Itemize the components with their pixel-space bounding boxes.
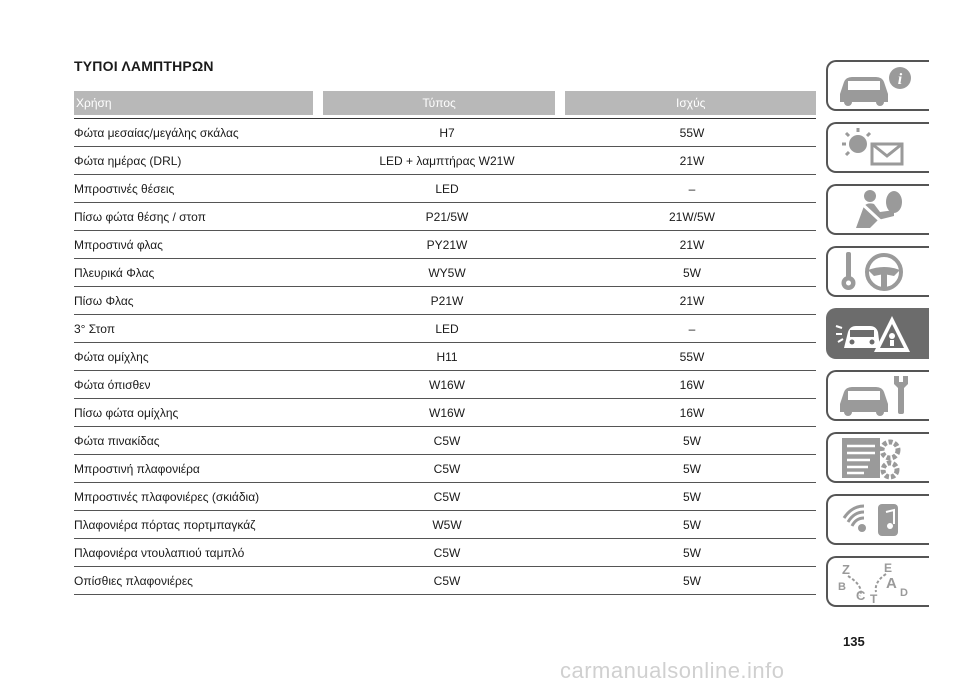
chapter-tabs	[826, 60, 929, 618]
header-usage: Χρήση	[74, 91, 313, 115]
warning-lights-icon	[834, 126, 914, 170]
cell-power: 55W	[679, 125, 705, 140]
cell-type: C5W	[433, 433, 461, 448]
cell-type: LED + λαμπτήρας W21W	[379, 153, 515, 168]
cell-usage: Πλευρικά Φλας	[74, 265, 155, 280]
cell-type: W16W	[429, 405, 465, 420]
cell-usage: 3° Στοπ	[74, 321, 116, 336]
tab-starting-driving[interactable]	[826, 246, 929, 297]
table-row	[74, 539, 816, 567]
cell-usage: Πλαφονιέρα πόρτας πορτμπαγκάζ	[74, 517, 256, 532]
table-row	[74, 175, 816, 203]
cell-power: 5W	[683, 461, 701, 476]
cell-type: C5W	[433, 461, 461, 476]
cell-type: P21/5W	[425, 209, 469, 224]
svg-text:i: i	[897, 71, 903, 88]
svg-text:E: E	[884, 561, 893, 575]
cell-power: 21W/5W	[668, 209, 715, 224]
table-row	[74, 147, 816, 175]
cell-usage: Πίσω φώτα ομίχλης	[74, 405, 179, 420]
tab-maintenance[interactable]	[826, 370, 929, 421]
cell-usage: Πίσω φώτα θέσης / στοπ	[74, 209, 206, 224]
cell-type: H11	[436, 349, 458, 364]
cell-usage: Φώτα πινακίδας	[74, 433, 160, 448]
cell-type: C5W	[433, 573, 461, 588]
cell-type: PY21W	[426, 237, 468, 252]
tab-warning-lights[interactable]	[826, 122, 929, 173]
cell-type: P21W	[430, 293, 464, 308]
header-power: Ισχύς	[565, 91, 816, 115]
cell-usage: Μπροστινή πλαφονιέρα	[74, 461, 200, 476]
cell-type: C5W	[433, 489, 461, 504]
svg-text:A: A	[886, 575, 897, 592]
cell-usage: Φώτα όπισθεν	[74, 377, 151, 392]
cell-power: 5W	[683, 265, 701, 280]
cell-type: C5W	[433, 545, 461, 560]
tab-safety[interactable]	[826, 184, 929, 235]
cell-type: W16W	[429, 377, 465, 392]
table-header	[74, 91, 816, 115]
steering-wheel-key-icon	[834, 250, 914, 294]
page-title: ΤΥΠΟΙ ΛΑΜΠΤΗΡΩΝ	[74, 58, 214, 74]
cell-type: LED	[435, 181, 459, 196]
cell-power: 16W	[679, 377, 705, 392]
svg-text:D: D	[900, 587, 908, 599]
cell-type: H7	[439, 125, 455, 140]
table-row	[74, 287, 816, 315]
svg-text:Z: Z	[842, 562, 850, 577]
cell-type: WY5W	[428, 265, 466, 280]
cell-power: 5W	[683, 573, 701, 588]
tab-technical-data[interactable]	[826, 432, 929, 483]
table-row	[74, 203, 816, 231]
multimedia-icon	[834, 498, 914, 542]
cell-usage: Μπροστινές θέσεις	[74, 181, 175, 196]
table-row	[74, 259, 816, 287]
cell-type: W5W	[432, 517, 462, 532]
cell-power: 21W	[679, 293, 705, 308]
svg-text:T: T	[870, 592, 878, 604]
technical-data-icon	[834, 436, 914, 480]
svg-text:C: C	[856, 588, 866, 603]
watermark: carmanualsonline.info	[560, 658, 785, 683]
cell-power: 55W	[679, 349, 705, 364]
cell-usage: Πλαφονιέρα ντουλαπιού ταμπλό	[74, 545, 245, 560]
table-row	[74, 231, 816, 259]
table-row	[74, 343, 816, 371]
cell-power: –	[688, 321, 696, 336]
cell-power: 5W	[683, 545, 701, 560]
bulb-types-table	[74, 91, 816, 595]
tab-multimedia[interactable]	[826, 494, 929, 545]
cell-power: 5W	[683, 433, 701, 448]
car-maintenance-icon	[834, 374, 914, 418]
header-type: Τύπος	[323, 91, 556, 115]
page-number: 135	[843, 634, 865, 649]
alphabetical-index-icon	[834, 560, 914, 604]
svg-text:B: B	[838, 581, 846, 593]
tab-index[interactable]	[826, 556, 929, 607]
cell-power: 21W	[679, 153, 705, 168]
cell-type: LED	[435, 321, 459, 336]
table-row	[74, 315, 816, 343]
cell-usage: Φώτα ημέρας (DRL)	[74, 153, 182, 168]
table-row	[74, 511, 816, 539]
cell-power: 16W	[679, 405, 705, 420]
cell-usage: Φώτα ομίχλης	[74, 349, 149, 364]
cell-usage: Μπροστινές πλαφονιέρες (σκιάδια)	[74, 489, 260, 504]
table-row	[74, 567, 816, 595]
cell-usage: Οπίσθιες πλαφονιέρες	[74, 573, 193, 588]
table-row	[74, 455, 816, 483]
safety-airbag-icon	[834, 188, 914, 232]
cell-usage: Φώτα μεσαίας/μεγάλης σκάλας	[74, 125, 239, 140]
table-row	[74, 119, 816, 147]
car-info-icon	[834, 64, 914, 108]
table-row	[74, 399, 816, 427]
tab-in-an-emergency[interactable]	[826, 308, 929, 359]
table-body	[74, 118, 816, 595]
cell-power: 21W	[679, 237, 705, 252]
cell-usage: Μπροστινά φλας	[74, 237, 163, 252]
cell-power: 5W	[683, 489, 701, 504]
table-row	[74, 483, 816, 511]
cell-power: 5W	[683, 517, 701, 532]
cell-usage: Πίσω Φλας	[74, 293, 134, 308]
emergency-breakdown-icon	[834, 312, 914, 356]
cell-power: –	[688, 181, 696, 196]
tab-car-info[interactable]	[826, 60, 929, 111]
table-row	[74, 371, 816, 399]
table-row	[74, 427, 816, 455]
